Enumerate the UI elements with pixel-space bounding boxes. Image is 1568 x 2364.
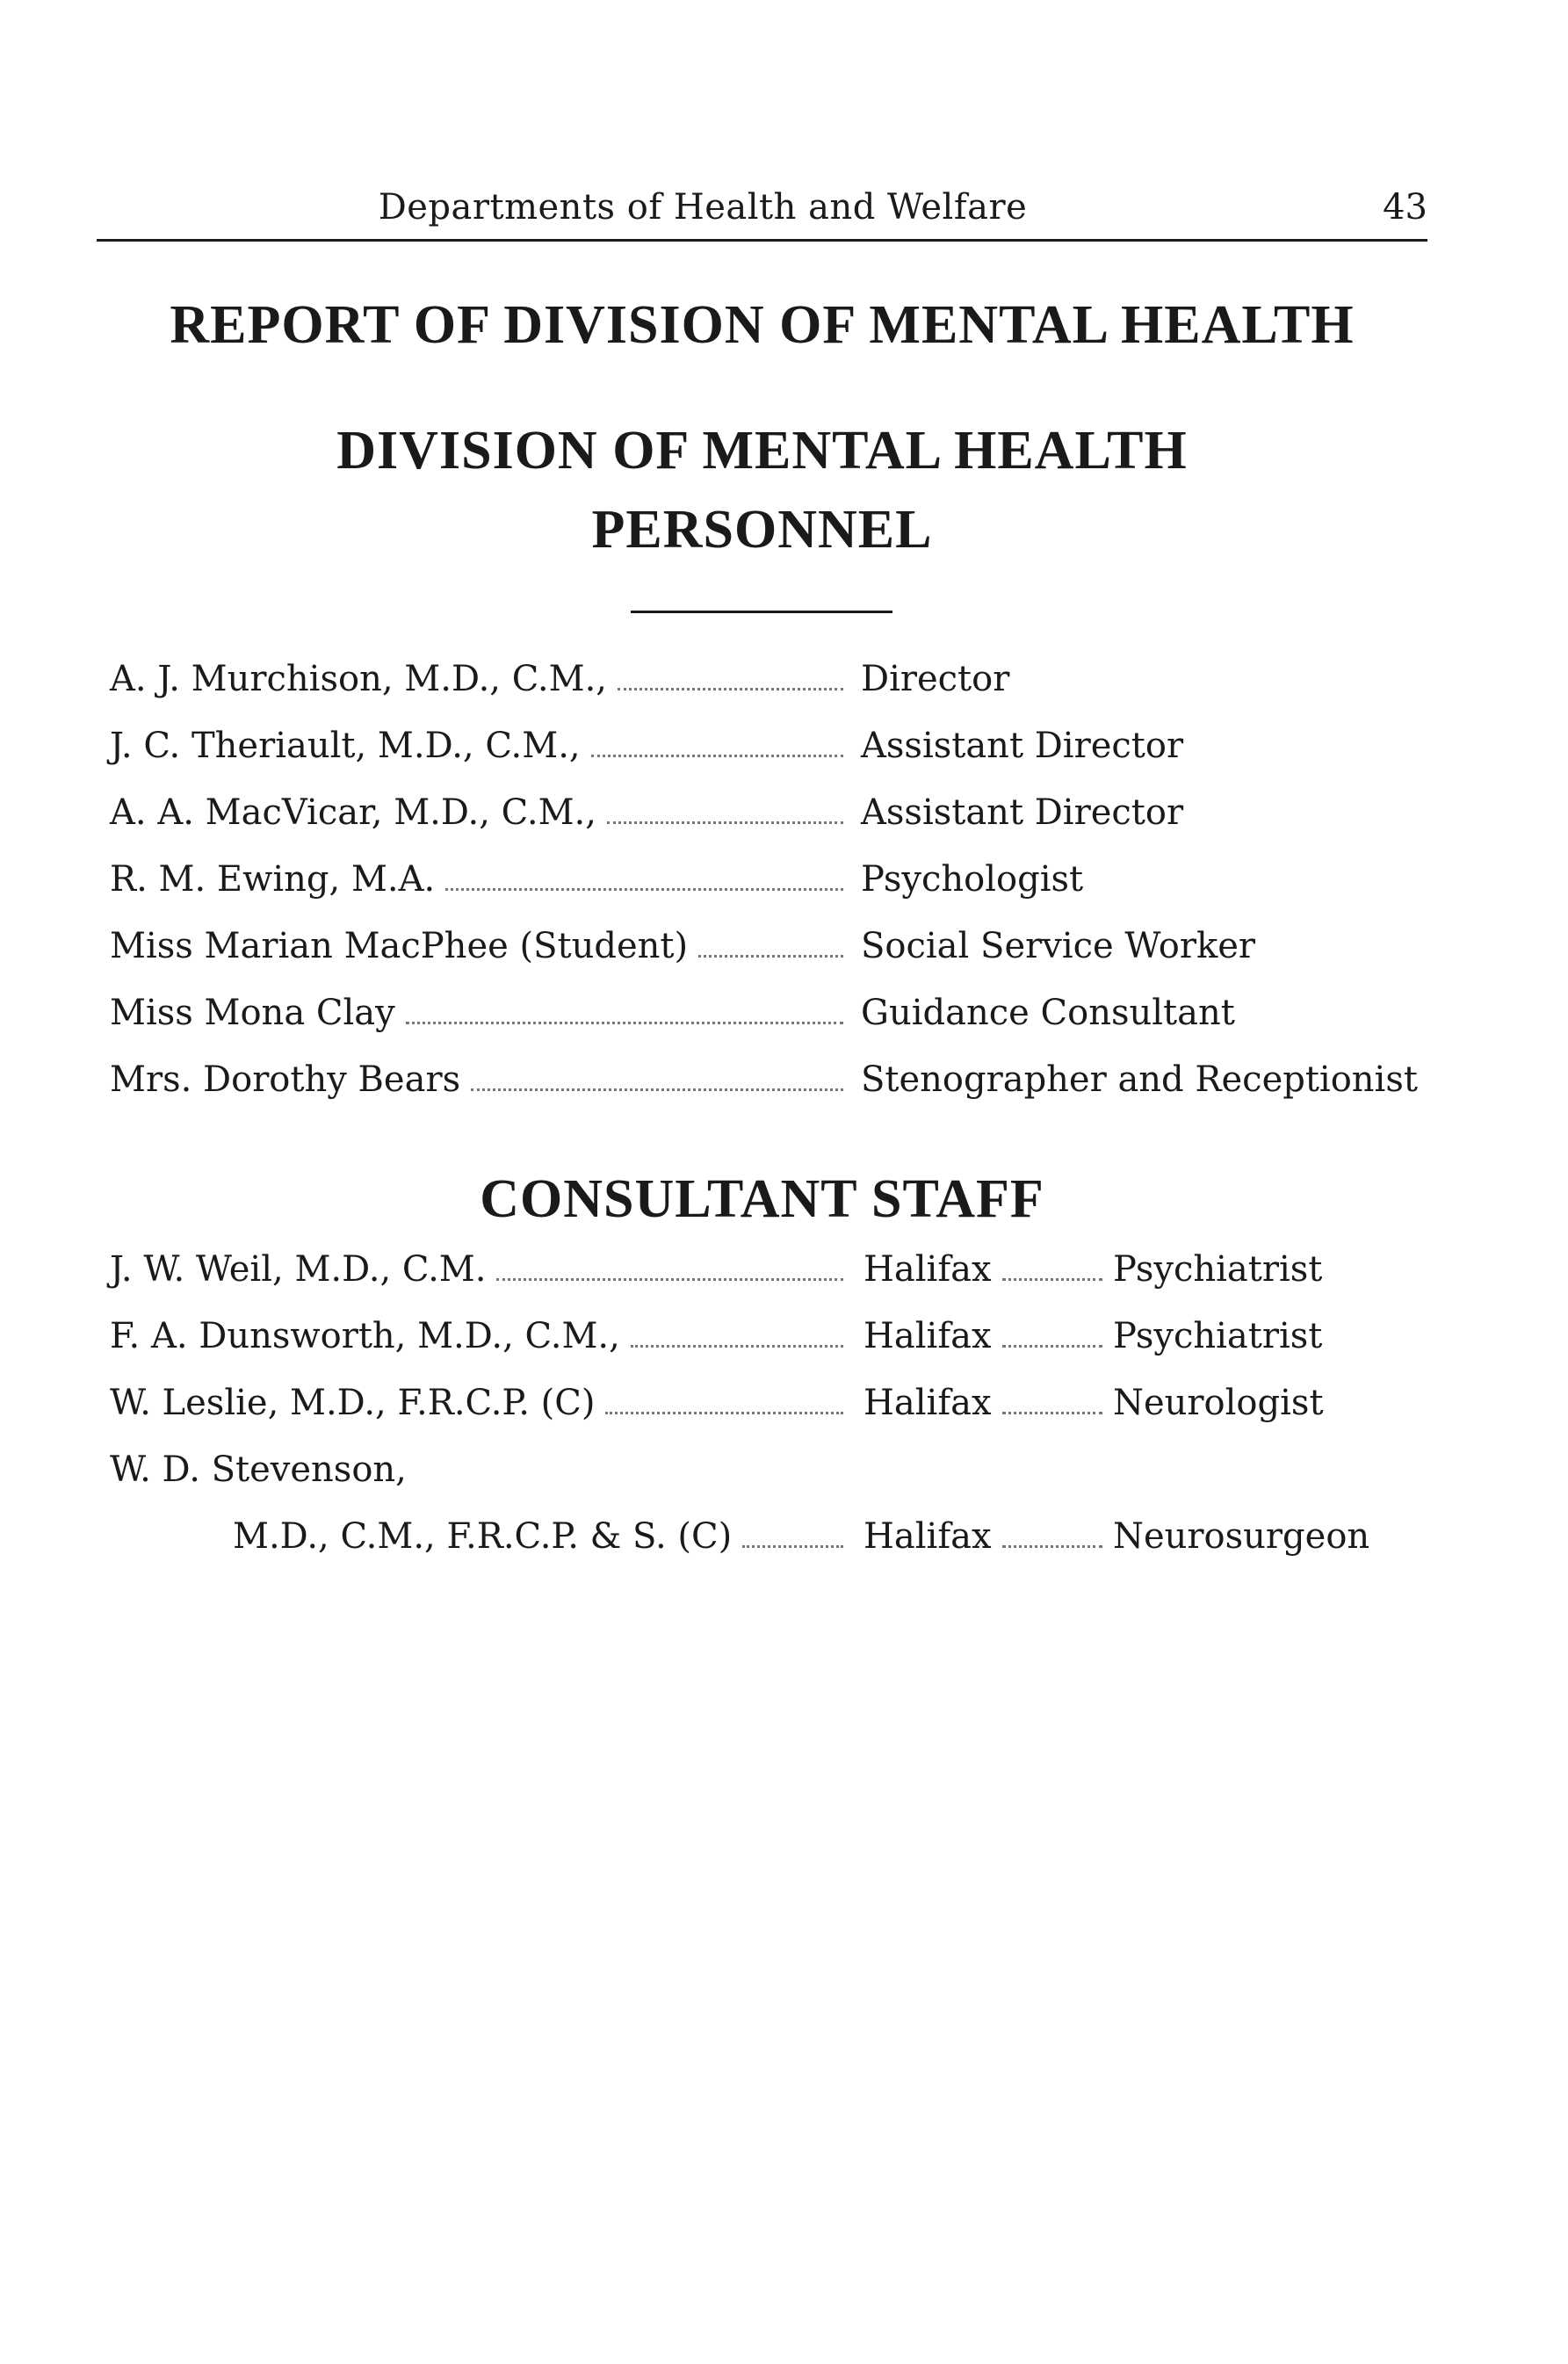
personnel-role: Director [861,659,1010,699]
dot-leader [698,954,843,958]
personnel-name: J. C. Theriault, M.D., C.M., [110,726,581,766]
consultant-row [110,1383,1427,1449]
personnel-role: Stenographer and Receptionist [861,1059,1418,1100]
personnel-list [110,659,1427,1126]
page-number: 43 [1383,187,1427,228]
personnel-name-cell [110,726,852,766]
consultant-staff-title: CONSULTANT STAFF [480,1169,1044,1229]
personnel-name: Miss Marian MacPhee (Student) [110,926,689,966]
consultant-specialty: Neurologist [1113,1383,1324,1423]
consultant-place-cell [863,1316,1111,1356]
consultant-name: W. D. Stevenson, [110,1449,407,1490]
personnel-row [110,792,1427,859]
personnel-row [110,726,1427,792]
personnel-name-cell [110,859,852,900]
consultant-name: W. Leslie, M.D., F.R.C.P. (C) [110,1383,596,1423]
consultant-list [110,1249,1427,1583]
dot-leader [631,1344,843,1348]
consultant-place-cell [863,1383,1111,1423]
dot-leader [1002,1344,1102,1348]
consultant-place: Halifax [863,1249,992,1290]
dot-leader [471,1088,843,1091]
personnel-role: Assistant Director [861,792,1184,833]
dot-leader [406,1021,843,1024]
dot-leader [607,821,843,824]
dot-leader [742,1544,843,1548]
consultant-name-cell [110,1249,852,1290]
consultant-credentials: M.D., C.M., F.R.C.P. & S. (C) [233,1516,733,1557]
consultant-place: Halifax [863,1383,992,1423]
consultant-place-cell [863,1516,1111,1557]
personnel-row [110,659,1427,726]
personnel-name: Miss Mona Clay [110,993,395,1033]
consultant-name-cell [110,1449,852,1490]
header-rule [97,239,1427,242]
consultant-name: J. W. Weil, M.D., C.M. [110,1249,487,1290]
dot-leader [591,754,843,757]
consultant-name-cell [110,1316,852,1356]
dot-leader [445,887,843,891]
consultant-place: Halifax [863,1316,992,1356]
dot-leader [618,687,843,690]
personnel-name: A. J. Murchison, M.D., C.M., [110,659,608,699]
personnel-title: PERSONNEL [591,500,933,560]
personnel-name-cell [110,993,852,1033]
division-title: DIVISION OF MENTAL HEALTH [336,421,1188,481]
report-title: REPORT OF DIVISION OF MENTAL HEALTH [170,295,1355,355]
consultant-name: F. A. Dunsworth, M.D., C.M., [110,1316,620,1356]
consultant-name-cell [233,1516,852,1557]
personnel-name: Mrs. Dorothy Bears [110,1059,461,1100]
personnel-name: R. M. Ewing, M.A. [110,859,436,900]
consultant-specialty: Psychiatrist [1113,1316,1323,1356]
personnel-row [110,926,1427,993]
consultant-row [110,1449,1427,1516]
personnel-role: Guidance Consultant [861,993,1235,1033]
personnel-role: Assistant Director [861,726,1184,766]
section-rule [631,611,892,613]
personnel-name-cell [110,926,852,966]
consultant-row [110,1249,1427,1316]
dot-leader [1002,1277,1102,1281]
dot-leader [496,1277,843,1281]
consultant-specialty: Neurosurgeon [1113,1516,1370,1557]
personnel-name: A. A. MacVicar, M.D., C.M., [110,792,596,833]
personnel-name-cell [110,659,852,699]
personnel-role: Psychologist [861,859,1084,900]
running-header [97,180,1427,233]
running-title: Departments of Health and Welfare [378,187,1028,228]
personnel-row [110,1059,1427,1126]
personnel-role: Social Service Worker [861,926,1256,966]
consultant-row-continued [110,1516,1427,1583]
consultant-specialty: Psychiatrist [1113,1249,1323,1290]
dot-leader [1002,1411,1102,1414]
personnel-row [110,859,1427,926]
personnel-name-cell [110,1059,852,1100]
consultant-place: Halifax [863,1516,992,1557]
consultant-place-cell [863,1249,1111,1290]
dot-leader [1002,1544,1102,1548]
consultant-name-cell [110,1383,852,1423]
personnel-row [110,993,1427,1059]
personnel-name-cell [110,792,852,833]
dot-leader [605,1411,843,1414]
consultant-row [110,1316,1427,1383]
